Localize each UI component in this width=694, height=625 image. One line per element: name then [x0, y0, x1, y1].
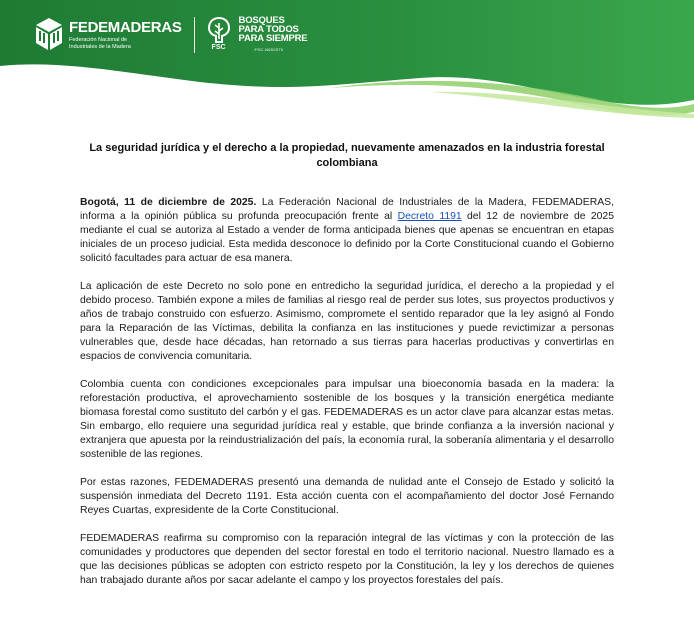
fsc-tree-icon	[207, 17, 231, 43]
paragraph-2: La aplicación de este Decreto no solo pone en entredicho la seguridad jurídica, el derecho a la propiedad y el debido proceso. También expone a miles de familias al riesgo real de perder sus lotes, sus proyectos productivos y años de trabajo construido con esfuerzo. Asimismo, compromete el sentido reparador que la ley asignó al Fondo para la Reparación de las Víctimas, debilita la confianza en las instituciones y puede revictimizar a personas vulnerables que, desde hace décadas, han retornado a sus tierras para hacerlas productivas y convertirlas en espacios de convivencia comunitaria.	[80, 281, 614, 362]
fsc-slogan	[239, 16, 308, 54]
decreto-1191-link[interactable]: Decreto 1191	[397, 211, 462, 222]
brand-subtitle: Federación Nacional de Industriales de la Madera	[69, 37, 131, 50]
paragraph-4: Por estas razones, FEDEMADERAS presentó una demanda de nulidad ante el Consejo de Estado y solicitó la suspensión inmediata del Decreto 1191. Esta acción cuenta con el acompañamiento del doctor José Fernando Reyes Cuartas, expresidente de la Corte Constitucional.	[80, 477, 614, 516]
fsc-code: FSC-N002070	[254, 47, 284, 52]
paragraph-1	[80, 196, 614, 266]
paragraph-3: Colombia cuenta con condiciones excepcionales para impulsar una bioeconomía basada en la madera: la reforestación productiva, el aprovechamiento sostenible de los bosques y la transición energética mediante biomasa forestal como sustituto del carbón y el gas. FEDEMADERAS es un actor clave para alcanzar estas metas. Sin embargo, ello requiere una seguridad jurídica real y estable, que brinde confianza a la inversión nacional y extranjera que apuesta por la reindustrialización del país, la economía rural, la soberanía alimentaria y el desarrollo sostenible de las regiones.	[80, 379, 614, 460]
fsc-slogan-line-3: PARA SIEMPRE	[238, 33, 308, 44]
document-title: La seguridad jurídica y el derecho a la propiedad, nuevamente amenazados en la industria forestal colombiana	[89, 142, 605, 169]
fsc-slogan-line-1: BOSQUES	[238, 15, 285, 26]
paragraph-1-text-a: La Federación Nacional de Industriales de la Madera, FEDEMADERAS, informa a la opinión pública su profunda preocupación frente al	[80, 197, 614, 222]
letterhead	[0, 0, 694, 130]
fsc-label: FSC	[211, 44, 226, 51]
document-body	[80, 196, 614, 602]
fsc-logo	[205, 17, 233, 53]
paragraph-1-text-b: del 12 de noviembre de 2025 mediante el cual se autoriza al Estado a vender de forma anticipada bienes que apenas se encuentran en etapas iniciales de un proceso judicial. Esta medida desconoce lo definido por la Corte Constitucional cuando el Gobierno solicitó facultades para actuar de esa manera.	[80, 211, 614, 264]
fsc-slogan-line-2: PARA TODOS	[238, 24, 299, 35]
logo-divider	[194, 17, 195, 53]
logo-group	[34, 14, 307, 56]
paragraph-5: FEDEMADERAS reafirma su compromiso con la reparación integral de las víctimas y con la protección de las comunidades y productores que dependen del sector forestal en todo el territorio nacional. Nuestro llamado es a que las decisiones públicas se adopten con estricto respeto por la Constitución, la ley y los derechos de quienes han trabajado durante años por sacar adelante el campo y los proyectos forestales del país.	[80, 533, 614, 586]
fedemaderas-logo-icon	[34, 17, 64, 53]
dateline: Bogotá, 11 de diciembre de 2025.	[80, 197, 257, 208]
brand-name: FEDEMADERAS	[69, 19, 182, 37]
